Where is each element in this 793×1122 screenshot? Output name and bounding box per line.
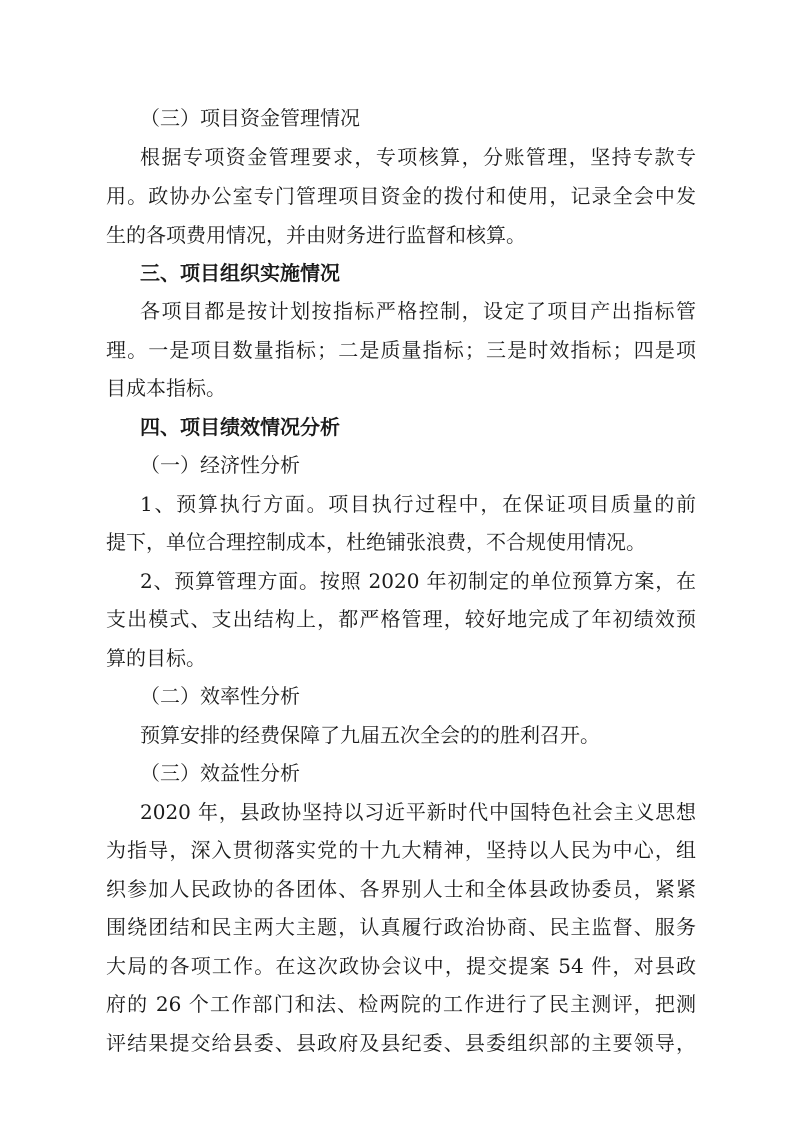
paragraph-line: 2020 年，县政协坚持以习近平新时代中国特色社会主义思想 [140,800,696,824]
paragraph-line: 评结果提交给县委、县政府及县纪委、县委组织部的主要领导， [106,1031,696,1055]
section-heading-performance: 四、项目绩效情况分析 [140,415,340,439]
paragraph-line: 算的目标。 [106,646,206,670]
paragraph-line: 大局的各项工作。在这次政协会议中，提交提案 54 件，对县政 [106,954,696,978]
section-heading-organization: 三、项目组织实施情况 [140,261,340,285]
sub-heading-economy: （一）经济性分析 [140,453,300,477]
paragraph-line: 府的 26 个工作部门和法、检两院的工作进行了民主测评，把测 [106,992,696,1016]
paragraph-line: 理。一是项目数量指标；二是质量指标；三是时效指标；四是项 [106,338,696,362]
paragraph-line: 根据专项资金管理要求，专项核算，分账管理，坚持专款专 [140,145,696,169]
paragraph-line: 1、预算执行方面。项目执行过程中，在保证项目质量的前 [140,492,696,516]
paragraph-line: 生的各项费用情况，并由财务进行监督和核算。 [106,223,526,247]
paragraph-line: 织参加人民政协的各团体、各界别人士和全体县政协委员，紧紧 [106,877,696,901]
paragraph-line: 用。政协办公室专门管理项目资金的拨付和使用，记录全会中发 [106,184,696,208]
paragraph-line: 为指导，深入贯彻落实党的十九大精神，坚持以人民为中心，组 [106,838,696,862]
sub-heading-efficiency: （二）效率性分析 [140,684,300,708]
paragraph-line: 目成本指标。 [106,376,226,400]
sub-heading-fund-management: （三）项目资金管理情况 [140,106,360,130]
sub-heading-benefit: （三）效益性分析 [140,761,300,785]
paragraph-line: 支出模式、支出结构上，都严格管理，较好地完成了年初绩效预 [106,607,696,631]
paragraph-line: 2、预算管理方面。按照 2020 年初制定的单位预算方案，在 [140,569,696,593]
paragraph-line: 提下，单位合理控制成本，杜绝铺张浪费，不合规使用情况。 [106,530,646,554]
paragraph-line: 预算安排的经费保障了九届五次全会的的胜利召开。 [140,723,600,747]
paragraph-line: 围绕团结和民主两大主题，认真履行政治协商、民主监督、服务 [106,915,696,939]
paragraph-line: 各项目都是按计划按指标严格控制，设定了项目产出指标管 [140,299,696,323]
